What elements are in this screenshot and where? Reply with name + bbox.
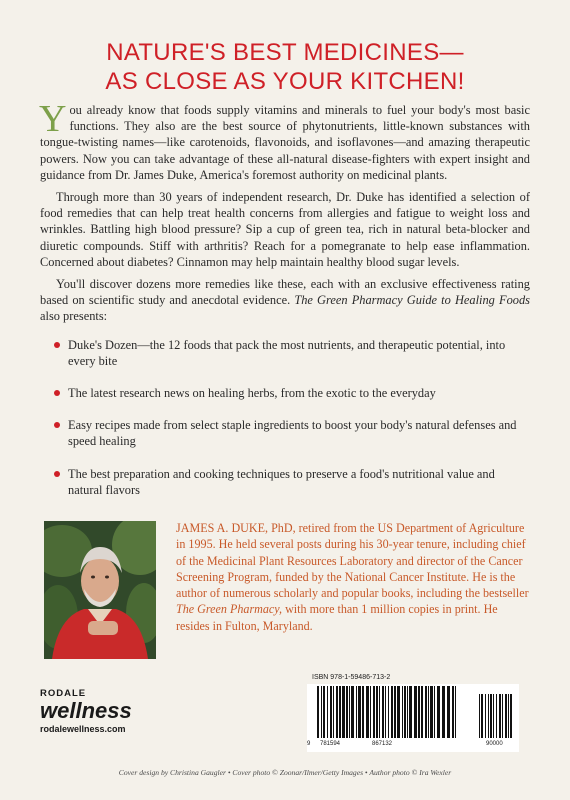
paragraph-2: Through more than 30 years of independent research, Dr. Duke has identified a selection of food remedies that can help treat health concerns from allergies and fatigue to weight loss and wrinkles. Battling high blood pressure? Sip a cup of green tea, rich in natural beta-blocker and diuretic compounds. Stiff with arthritis? Reach for a pomegranate to help ease inflammation. Concerned about diabetes? Cinnamon may help maintain healthy blood sugar levels.	[40, 190, 530, 269]
isbn-label: ISBN 978-1-59486-713-2	[312, 674, 391, 681]
list-item	[54, 417, 530, 449]
paragraph-3	[40, 276, 530, 325]
list-item-text: The best preparation and cooking techniques to preserve a food's nutritional value and natural flavors	[68, 466, 495, 497]
barcode-digits-group-2: 867132	[372, 741, 393, 747]
headline-line-2: AS CLOSE AS YOUR KITCHEN!	[105, 68, 465, 95]
list-item	[54, 385, 530, 401]
barcode-digits-group-1: 781594	[320, 741, 341, 747]
list-item-text: Duke's Dozen—the 12 foods that pack the most nutrients, and therapeutic potential, into every bite	[68, 337, 506, 368]
list-item-text: The latest research news on healing herbs, from the exotic to the everyday	[68, 386, 436, 401]
credits: Cover design by Christina Gaugler • Cover photo © Zoonar/Ilmer/Getty Images • Author photo © Ira Wexler	[118, 768, 452, 777]
bio-text-2: with more than 1 million copies in print. He resides in Fulton, Maryland.	[176, 602, 498, 633]
list-item	[54, 337, 530, 369]
paragraph-3-start: You'll discover dozens more remedies like these, each with an exclusive effectiveness rating based on scientific study and anecdotal evidence.	[40, 277, 530, 308]
feature-list	[40, 337, 530, 498]
author-photo	[44, 521, 156, 659]
publisher-name: RODALE	[40, 688, 87, 699]
barcode-digit-left: 9	[307, 741, 311, 747]
barcode-price-code: 90000	[486, 741, 503, 747]
paragraph-1	[39, 98, 530, 183]
book-title: The Green Pharmacy Guide to Healing Foods	[294, 293, 530, 308]
paragraph-3-end: also presents:	[40, 309, 108, 324]
paragraph-1-text: ou already know that foods supply vitamins and minerals to fuel your body's most basic functions. They also are the best source of phytonutrients, little-known substances with tongue-twisting names—like carotenoids, flavonoids, and isoflavones—and amazing therapeutic powers. Now you can take advantage of these all-natural disease-fighters with expert insight and guidance from Dr. James Duke, America's foremost authority on medicinal plants.	[40, 103, 530, 182]
author-bio	[176, 520, 532, 634]
body-copy	[39, 98, 530, 514]
bullet-icon	[54, 471, 60, 477]
list-item	[54, 466, 530, 498]
bio-text-1: JAMES A. DUKE, PhD, retired from the US Department of Agriculture in 1995. He held several posts during his 30-year tenure, including chief of the Medicinal Plant Resources Laboratory and director of the Cancer Screening Program, funded by the National Cancer Institute. He is the author of numerous scholarly and popular books, including the bestseller	[176, 521, 529, 601]
barcode-bars	[307, 684, 519, 740]
bullet-icon	[54, 422, 60, 428]
publisher-logo	[40, 688, 132, 734]
bullet-icon	[54, 342, 60, 348]
bullet-icon	[54, 390, 60, 396]
publisher-imprint: wellness	[40, 698, 132, 723]
publisher-url: rodalewellness.com	[40, 724, 126, 734]
headline	[0, 38, 570, 96]
drop-cap: Y	[39, 98, 67, 140]
bio-book-title: The Green Pharmacy,	[176, 602, 283, 617]
headline-line-1: NATURE'S BEST MEDICINES—	[106, 39, 464, 66]
list-item-text: Easy recipes made from select staple ingredients to boost your body's natural defenses and speed healing	[68, 418, 517, 449]
